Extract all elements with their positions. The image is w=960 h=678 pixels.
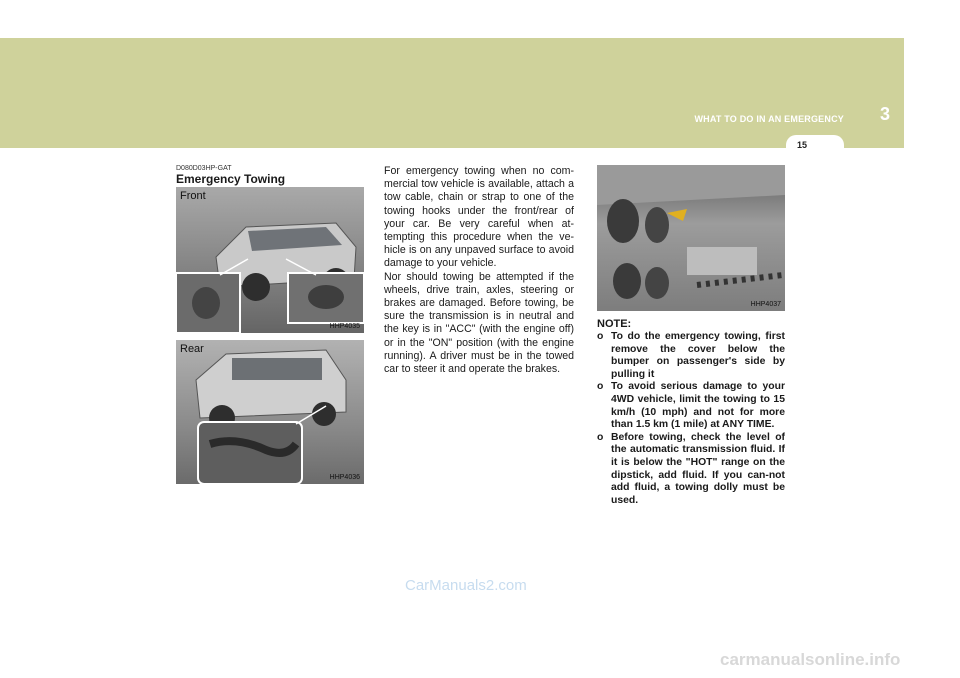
note-title: NOTE: (597, 318, 632, 330)
section-title: Emergency Towing (176, 172, 286, 186)
instructions-paragraph-2: Nor should towing be attempted if the wheels, drive train, axles, steering or brakes are damaged. Before towing, be sure the transmission is in neutral and the key is in "ACC" (with the engine off) or in the "ON" position (with the engine running). A driver must be in the towed car to steer it and operate the brakes. (384, 270, 574, 376)
bumper-cover-illustration (597, 165, 785, 311)
page-number: 15 (796, 140, 807, 150)
chapter-number: 3 (879, 104, 890, 124)
rear-label: Rear (180, 343, 204, 355)
list-item: o To do the emergency towing, first remove the cover below the bumper on passenger's side by pulling it (597, 331, 785, 380)
bumper-cover-photo (597, 165, 785, 311)
instructions-paragraph-1: For emergency towing when no com-mercial tow vehicle is available, attach a tow cable, chain or strap to one of the towing hooks under the front/rear of your car. Be very careful when at-tempting this procedure when the ve-hicle is on any unpaved surface to avoid damage to your vehicle. (384, 165, 574, 270)
note-list (597, 331, 785, 507)
rear-towing-photo (176, 340, 364, 484)
front-figure-code: HHP4035 (329, 323, 360, 330)
hook-figure-code: HHP4037 (750, 301, 781, 308)
section-code: D080D03HP-GAT (176, 165, 232, 172)
towing-note (597, 318, 785, 507)
front-vehicle-illustration (176, 187, 364, 333)
list-item: o Before towing, check the level of the automatic transmission fluid. If it is below the "HOT" range on the dipstick, add fluid. If you can-not add fluid, a towing dolly must be used. (597, 431, 785, 506)
rear-figure-code: HHP4036 (329, 474, 360, 481)
front-towing-photo (176, 187, 364, 333)
watermark-carmanualsonline[interactable]: carmanualsonline.info (720, 650, 901, 669)
rear-vehicle-illustration (176, 340, 364, 484)
watermark-carmanuals2[interactable]: CarManuals2.com (405, 577, 527, 594)
chapter-title: WHAT TO DO IN AN EMERGENCY (694, 114, 844, 124)
front-label: Front (180, 190, 206, 202)
list-item: o To avoid serious damage to your 4WD vehicle, limit the towing to 15 km/h (10 mph) and not for more than 1.5 km (1 mile) at ANY TIME. (597, 381, 785, 431)
header-band (0, 38, 904, 148)
arrow-icon (667, 209, 687, 221)
towing-instructions (384, 165, 574, 376)
